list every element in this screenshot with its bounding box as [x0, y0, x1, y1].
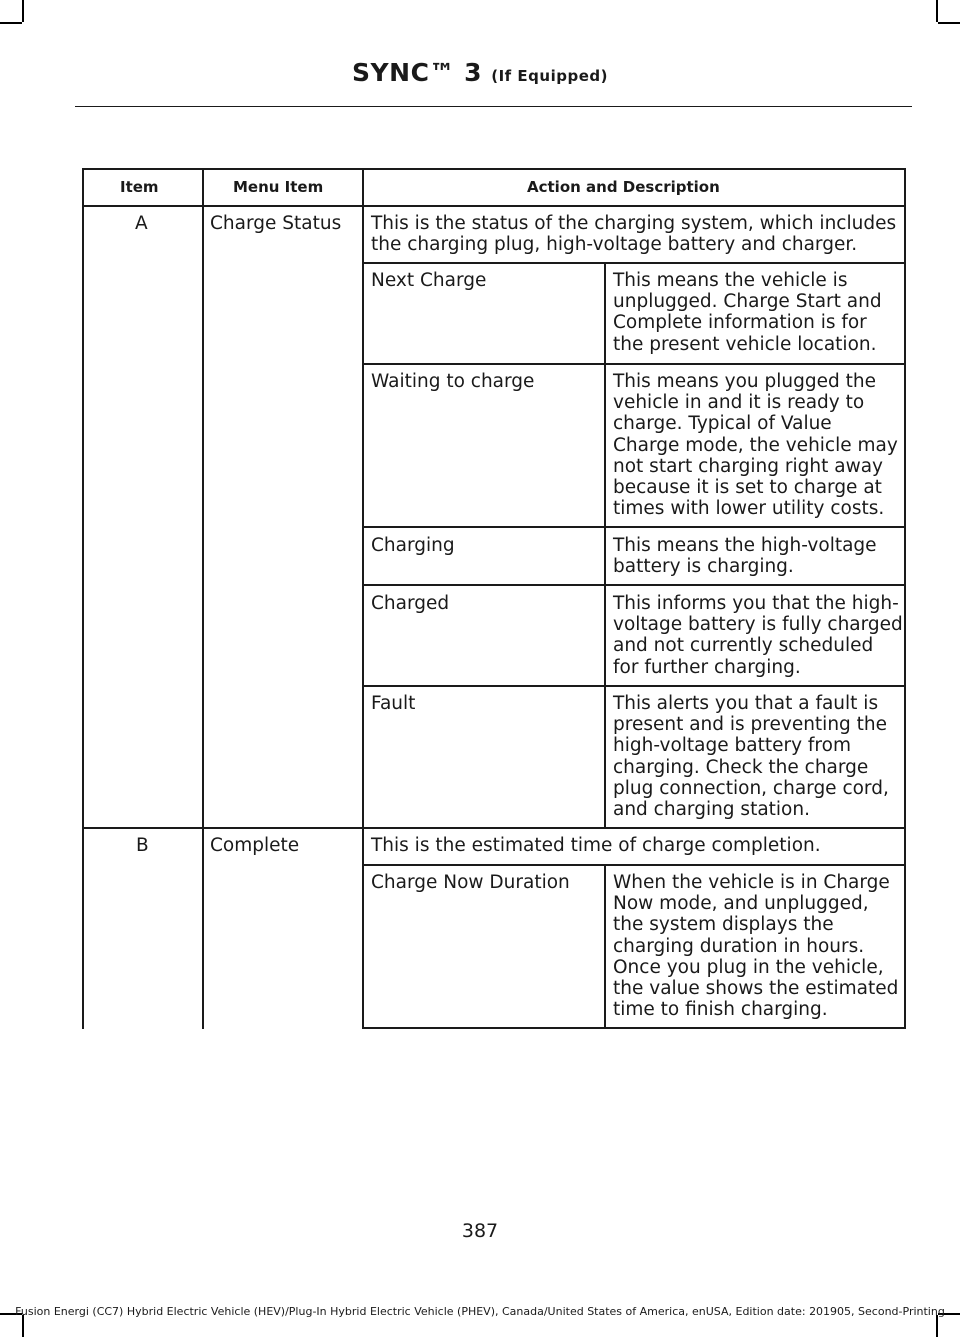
- status-description: This means the high-voltage battery is charging.: [613, 535, 877, 578]
- description-cell: This is the estimated time of charge completion.: [371, 835, 821, 856]
- description-cell: This is the status of the charging system, which includes the charging plug, high-voltage battery and charger.: [371, 213, 897, 256]
- crop-mark: [22, 1315, 24, 1337]
- column-header-item: Item: [120, 178, 159, 196]
- page-header: [0, 58, 960, 87]
- table-rule: [202, 168, 204, 1029]
- table-rule: [362, 168, 364, 1029]
- status-description: This alerts you that a fault is present and is preventing the high-voltage battery from charging. Check the charge plug connection, charge cord, and charging station.: [613, 693, 889, 821]
- status-description: This means the vehicle is unplugged. Charge Start and Complete information is for the present vehicle location.: [613, 270, 882, 355]
- footer-text: Fusion Energi (CC7) Hybrid Electric Vehicle (HEV)/Plug-In Hybrid Electric Vehicle (PHEV), Canada/United States of America, enUSA, Edition date: 201905, Second-Printing: [15, 1305, 945, 1318]
- table-rule: [82, 168, 906, 170]
- menu-item-cell: Charge Status: [210, 213, 342, 234]
- table-rule: [362, 584, 906, 586]
- header-title: SYNC™ 3: [352, 58, 483, 87]
- item-cell: B: [136, 835, 149, 856]
- crop-mark: [22, 0, 24, 22]
- table-rule: [362, 526, 906, 528]
- table-rule: [904, 168, 906, 1029]
- status-label: Charged: [371, 593, 450, 614]
- status-description: When the vehicle is in Charge Now mode, and unplugged, the system displays the charging duration in hours. Once you plug in the vehicle, the value shows the estimated time to finish charging.: [613, 872, 899, 1021]
- table-rule: [362, 363, 906, 365]
- table-rule: [82, 205, 906, 207]
- status-label: Waiting to charge: [371, 371, 535, 392]
- table-rule: [362, 685, 906, 687]
- table-rule: [82, 168, 84, 1029]
- status-description: This informs you that the high-voltage battery is fully charged and not currently scheduled for further charging.: [613, 593, 903, 678]
- crop-mark: [936, 0, 938, 22]
- table-rule: [82, 827, 906, 829]
- status-description: This means you plugged the vehicle in and it is ready to charge. Typical of Value Charge mode, the vehicle may not start charging right away because it is set to charge at times with lower utility costs.: [613, 371, 898, 520]
- table-rule: [604, 864, 606, 1029]
- crop-mark: [0, 22, 22, 24]
- table-rule: [362, 864, 906, 866]
- page-number: 387: [461, 1220, 499, 1242]
- status-label: Charge Now Duration: [371, 872, 570, 893]
- crop-mark: [938, 22, 960, 24]
- menu-item-cell: Complete: [210, 835, 300, 856]
- table-rule: [362, 1027, 906, 1029]
- table-rule: [604, 262, 606, 827]
- status-label: Fault: [371, 693, 416, 714]
- item-cell: A: [135, 213, 148, 234]
- status-label: Charging: [371, 535, 455, 556]
- column-header-action-description: Action and Description: [527, 178, 720, 196]
- column-header-menu-item: Menu Item: [233, 178, 324, 196]
- table-rule: [362, 262, 906, 264]
- header-rule: [75, 106, 912, 107]
- status-label: Next Charge: [371, 270, 487, 291]
- crop-mark: [936, 1315, 938, 1337]
- header-subtitle: (If Equipped): [491, 67, 608, 85]
